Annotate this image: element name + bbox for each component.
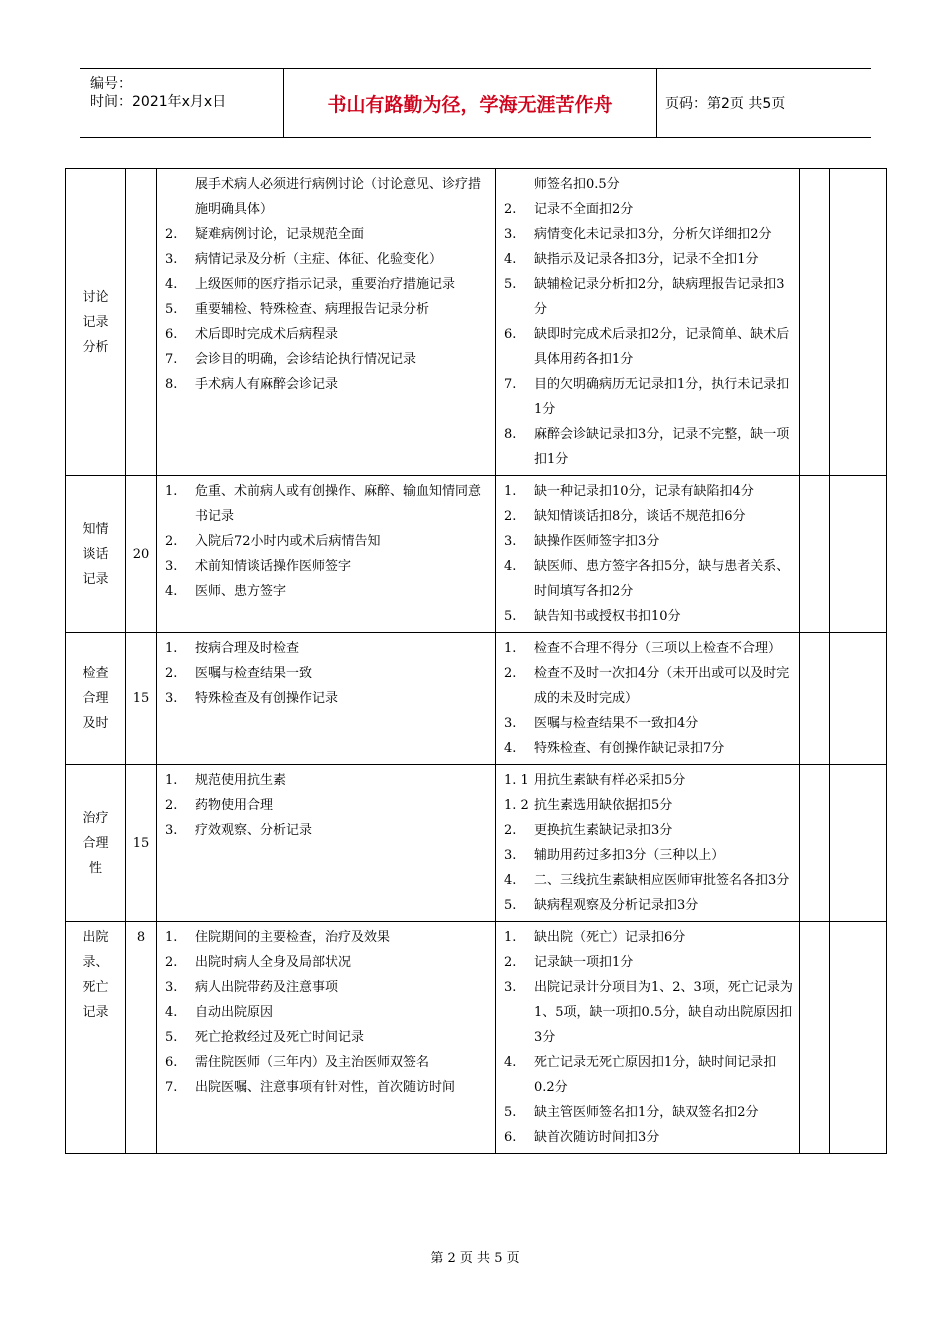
item-number: 3.: [504, 534, 517, 549]
category-text: 出院: [82, 930, 109, 945]
item-text: 入院后72小时内或术后病情告知: [195, 534, 381, 549]
item-number: 1. 2: [504, 798, 529, 813]
item-number: 2.: [165, 955, 178, 970]
item-number: 3.: [504, 716, 517, 731]
item-text: 危重、术前病人或有创操作、麻醉、输血知情同意书记录: [195, 484, 482, 524]
item-text: 检查不合理不得分（三项以上检查不合理）: [534, 641, 782, 656]
requirements-cell: [157, 169, 496, 476]
item-text: 缺即时完成术后录扣2分，记录简单、缺术后具体用药各扣1分: [534, 327, 790, 367]
list-item: [165, 247, 491, 272]
item-text: 缺病程观察及分析记录扣3分: [534, 898, 699, 913]
list-item: [504, 322, 795, 372]
list-item: [165, 222, 491, 247]
item-number: 4.: [165, 1005, 178, 1020]
list-item: [165, 579, 491, 604]
document-date-label: 时间：2021年x月x日: [90, 94, 227, 110]
score-cell: 15: [126, 633, 157, 765]
item-text: 记录不全面扣2分: [534, 202, 634, 217]
item-text: 死亡抢救经过及死亡时间记录: [195, 1030, 365, 1045]
item-text: 医嘱与检查结果一致: [195, 666, 313, 681]
list-item: [504, 793, 795, 818]
item-number: 7.: [504, 377, 517, 392]
list-item: [504, 247, 795, 272]
table-row: [66, 169, 887, 476]
item-number: 4.: [504, 873, 517, 888]
item-text: 病人出院带药及注意事项: [195, 980, 339, 995]
item-number: 5.: [504, 609, 517, 624]
category-cell: [66, 922, 126, 1154]
score-cell: 15: [126, 765, 157, 922]
list-item: [165, 372, 491, 397]
requirements-list: [157, 922, 495, 1103]
item-text: 特殊检查及有创操作记录: [195, 691, 339, 706]
item-number: 2.: [504, 955, 517, 970]
item-text: 用抗生素缺有样必采扣5分: [534, 773, 686, 788]
item-number: 2.: [165, 227, 178, 242]
category-text: 谈话: [82, 546, 109, 562]
item-number: 1.: [165, 641, 178, 656]
list-item: [165, 172, 491, 222]
item-number: 5.: [165, 1030, 178, 1045]
empty-score-cell: [800, 169, 830, 476]
category-text: 记录: [82, 314, 109, 330]
list-item: [504, 893, 795, 918]
item-text: 缺操作医师签字扣3分: [534, 534, 660, 549]
list-item: [504, 736, 795, 761]
item-text: 二、三线抗生素缺相应医师审批签名各扣3分: [534, 873, 790, 888]
item-text: 药物使用合理: [195, 798, 274, 813]
list-item: [165, 272, 491, 297]
category-text: 治疗: [82, 810, 109, 826]
scoring-table: [65, 168, 887, 1154]
list-item: [504, 272, 795, 322]
empty-score-cell: [800, 633, 830, 765]
item-text: 病情变化未记录扣3分，分析欠详细扣2分: [534, 227, 772, 242]
item-number: 3.: [165, 691, 178, 706]
category-cell: [66, 765, 126, 922]
item-text: 师签名扣0.5分: [534, 177, 620, 192]
item-text: 出院记录计分项目为1、2、3项，死亡记录为1、5项，缺一项扣0.5分，缺自动出院原因扣3分: [534, 980, 793, 1045]
item-number: 1.: [165, 773, 178, 788]
category-cell: [66, 169, 126, 476]
list-item: [165, 636, 491, 661]
item-number: 3.: [504, 848, 517, 863]
item-number: 2.: [504, 202, 517, 217]
item-number: 8.: [504, 427, 517, 442]
list-item: [504, 372, 795, 422]
item-text: 死亡记录无死亡原因扣1分，缺时间记录扣0.2分: [534, 1055, 777, 1095]
item-number: 2.: [504, 666, 517, 681]
header-page-cell: [657, 69, 871, 137]
item-text: 缺知情谈话扣8分，谈话不规范扣6分: [534, 509, 746, 524]
item-text: 目的欠明确病历无记录扣1分，执行未记录扣1分: [534, 377, 790, 417]
item-number: 5.: [504, 898, 517, 913]
item-text: 术后即时完成术后病程录: [195, 327, 339, 342]
header-motto-cell: [284, 69, 657, 137]
item-number: 6.: [504, 327, 517, 342]
item-number: 2.: [504, 823, 517, 838]
item-text: 医嘱与检查结果不一致扣4分: [534, 716, 699, 731]
list-item: [504, 197, 795, 222]
list-item: [504, 975, 795, 1050]
item-number: 6.: [165, 327, 178, 342]
item-number: 5.: [504, 1105, 517, 1120]
item-number: 2.: [165, 534, 178, 549]
category-text: 检查: [82, 666, 109, 681]
category-cell: [66, 633, 126, 765]
item-text: 出院时病人全身及局部状况: [195, 955, 352, 970]
item-text: 抗生素选用缺依据扣5分: [534, 798, 673, 813]
item-number: 1.: [165, 930, 178, 945]
requirements-cell: [157, 633, 496, 765]
item-number: 2.: [165, 666, 178, 681]
list-item: [165, 818, 491, 843]
item-number: 3.: [504, 980, 517, 995]
item-text: 出院医嘱、注意事项有针对性，首次随访时间: [195, 1080, 456, 1095]
item-text: 重要辅检、特殊检查、病理报告记录分析: [195, 302, 430, 317]
list-item: [504, 1125, 795, 1150]
item-number: 3.: [165, 823, 178, 838]
list-item: [165, 529, 491, 554]
deductions-list: [496, 922, 799, 1153]
list-item: [504, 950, 795, 975]
list-item: [165, 322, 491, 347]
item-text: 上级医师的医疗指示记录，重要治疗措施记录: [195, 277, 456, 292]
item-text: 缺辅检记录分析扣2分，缺病理报告记录扣3分: [534, 277, 785, 317]
item-text: 缺告知书或授权书扣10分: [534, 609, 681, 624]
item-text: 规范使用抗生素: [195, 773, 287, 788]
category-text: 合理: [82, 835, 109, 851]
item-text: 会诊目的明确，会诊结论执行情况记录: [195, 352, 417, 367]
item-number: 7.: [165, 1080, 178, 1095]
list-item: [165, 925, 491, 950]
item-number: 6.: [165, 1055, 178, 1070]
deductions-list: [496, 633, 799, 764]
item-text: 医师、患方签字: [195, 584, 287, 599]
list-item: [165, 1000, 491, 1025]
item-number: 7.: [165, 352, 178, 367]
list-item: [504, 768, 795, 793]
item-number: 4.: [504, 1055, 517, 1070]
category-text: 讨论: [82, 289, 109, 305]
item-text: 缺一种记录扣10分，记录有缺陷扣4分: [534, 484, 754, 499]
document-number-label: 编号：: [90, 76, 132, 92]
item-text: 住院期间的主要检查，治疗及效果: [195, 930, 391, 945]
item-number: 4.: [504, 559, 517, 574]
item-number: 8.: [165, 377, 178, 392]
list-item: [504, 504, 795, 529]
list-item: [504, 604, 795, 629]
empty-remark-cell: [830, 765, 887, 922]
deductions-cell: [496, 169, 800, 476]
list-item: [165, 554, 491, 579]
item-number: 5.: [165, 302, 178, 317]
item-number: 1. 1: [504, 773, 529, 788]
item-text: 疗效观察、分析记录: [195, 823, 313, 838]
list-item: [504, 172, 795, 197]
item-text: 记录缺一项扣1分: [534, 955, 634, 970]
item-number: 4.: [165, 277, 178, 292]
item-text: 缺主管医师签名扣1分，缺双签名扣2分: [534, 1105, 759, 1120]
deductions-cell: [496, 765, 800, 922]
table-row: [66, 922, 887, 1154]
category-text: 及时: [82, 716, 109, 731]
list-item: [504, 554, 795, 604]
item-text: 展手术病人必须进行病例讨论（讨论意见、诊疗措施明确具体）: [195, 177, 482, 217]
list-item: [165, 347, 491, 372]
item-number: 1.: [504, 484, 517, 499]
deductions-list: [496, 765, 799, 921]
item-text: 手术病人有麻醉会诊记录: [195, 377, 339, 392]
item-text: 麻醉会诊缺记录扣3分，记录不完整，缺一项扣1分: [534, 427, 790, 467]
score-cell: 20: [126, 476, 157, 633]
item-text: 缺首次随访时间扣3分: [534, 1130, 660, 1145]
deductions-list: [496, 476, 799, 632]
list-item: [504, 1100, 795, 1125]
deductions-cell: [496, 922, 800, 1154]
category-text: 性: [88, 860, 102, 876]
header-page-code: 页码：第2页 共5页: [665, 96, 786, 112]
item-number: [165, 172, 195, 222]
score-cell: 8: [126, 922, 157, 1154]
category-text: 合理: [82, 691, 109, 706]
empty-remark-cell: [830, 633, 887, 765]
header-meta-cell: [80, 69, 284, 137]
requirements-list: [157, 476, 495, 607]
list-item: [165, 768, 491, 793]
item-text: 缺指示及记录各扣3分，记录不全扣1分: [534, 252, 759, 267]
requirements-cell: [157, 922, 496, 1154]
item-number: 3.: [165, 559, 178, 574]
page-footer: 第 2 页 共 5 页: [430, 1251, 520, 1266]
item-number: 1.: [504, 930, 517, 945]
list-item: [504, 868, 795, 893]
item-number: 3.: [165, 980, 178, 995]
category-text: 死亡: [82, 980, 109, 995]
requirements-list: [157, 633, 495, 714]
list-item: [165, 297, 491, 322]
item-text: 更换抗生素缺记录扣3分: [534, 823, 673, 838]
list-item: [165, 661, 491, 686]
list-item: [165, 793, 491, 818]
category-text: 分析: [82, 339, 109, 355]
empty-remark-cell: [830, 922, 887, 1154]
empty-remark-cell: [830, 476, 887, 633]
deductions-cell: [496, 476, 800, 633]
category-text: 录、: [82, 955, 109, 970]
item-text: 术前知情谈话操作医师签字: [195, 559, 352, 574]
category-cell: [66, 476, 126, 633]
empty-score-cell: [800, 765, 830, 922]
item-text: 自动出院原因: [195, 1005, 274, 1020]
table-row: [66, 633, 887, 765]
table-row: [66, 765, 887, 922]
page-header: [80, 68, 871, 138]
empty-score-cell: [800, 476, 830, 633]
list-item: [504, 529, 795, 554]
requirements-list: [157, 169, 495, 400]
item-text: 特殊检查、有创操作缺记录扣7分: [534, 741, 725, 756]
list-item: [504, 422, 795, 472]
item-number: 4.: [165, 584, 178, 599]
item-text: 按病合理及时检查: [195, 641, 300, 656]
empty-score-cell: [800, 922, 830, 1154]
category-text: 记录: [82, 1005, 109, 1020]
score-cell: [126, 169, 157, 476]
list-item: [504, 661, 795, 711]
list-item: [504, 1050, 795, 1100]
list-item: [165, 1025, 491, 1050]
list-item: [504, 843, 795, 868]
list-item: [165, 686, 491, 711]
item-text: 需住院医师（三年内）及主治医师双签名: [195, 1055, 430, 1070]
item-number: 3.: [165, 252, 178, 267]
header-motto: 书山有路勤为径，学海无涯苦作舟: [327, 93, 613, 116]
deductions-cell: [496, 633, 800, 765]
item-text: 辅助用药过多扣3分（三种以上）: [534, 848, 725, 863]
item-number: 2.: [504, 509, 517, 524]
list-item: [504, 818, 795, 843]
item-number: 2.: [165, 798, 178, 813]
item-number: 4.: [504, 741, 517, 756]
item-number: [504, 172, 534, 197]
item-text: 缺医师、患方签字各扣5分，缺与患者关系、时间填写各扣2分: [534, 559, 790, 599]
item-number: 1.: [504, 641, 517, 656]
item-number: 6.: [504, 1130, 517, 1145]
list-item: [504, 711, 795, 736]
deductions-list: [496, 169, 799, 475]
empty-remark-cell: [830, 169, 887, 476]
item-text: 病情记录及分析（主症、体征、化验变化）: [195, 252, 443, 267]
item-number: 5.: [504, 277, 517, 292]
list-item: [504, 636, 795, 661]
list-item: [165, 950, 491, 975]
requirements-cell: [157, 476, 496, 633]
list-item: [165, 975, 491, 1000]
item-text: 检查不及时一次扣4分（未开出或可以及时完成的未及时完成）: [534, 666, 790, 706]
table-row: [66, 476, 887, 633]
list-item: [165, 479, 491, 529]
list-item: [165, 1050, 491, 1075]
list-item: [504, 925, 795, 950]
item-text: 缺出院（死亡）记录扣6分: [534, 930, 686, 945]
list-item: [504, 222, 795, 247]
list-item: [504, 479, 795, 504]
category-text: 知情: [82, 521, 109, 537]
list-item: [165, 1075, 491, 1100]
item-number: 4.: [504, 252, 517, 267]
requirements-cell: [157, 765, 496, 922]
requirements-list: [157, 765, 495, 846]
item-number: 3.: [504, 227, 517, 242]
item-text: 疑难病例讨论，记录规范全面: [195, 227, 365, 242]
item-number: 1.: [165, 484, 178, 499]
category-text: 记录: [82, 571, 109, 587]
